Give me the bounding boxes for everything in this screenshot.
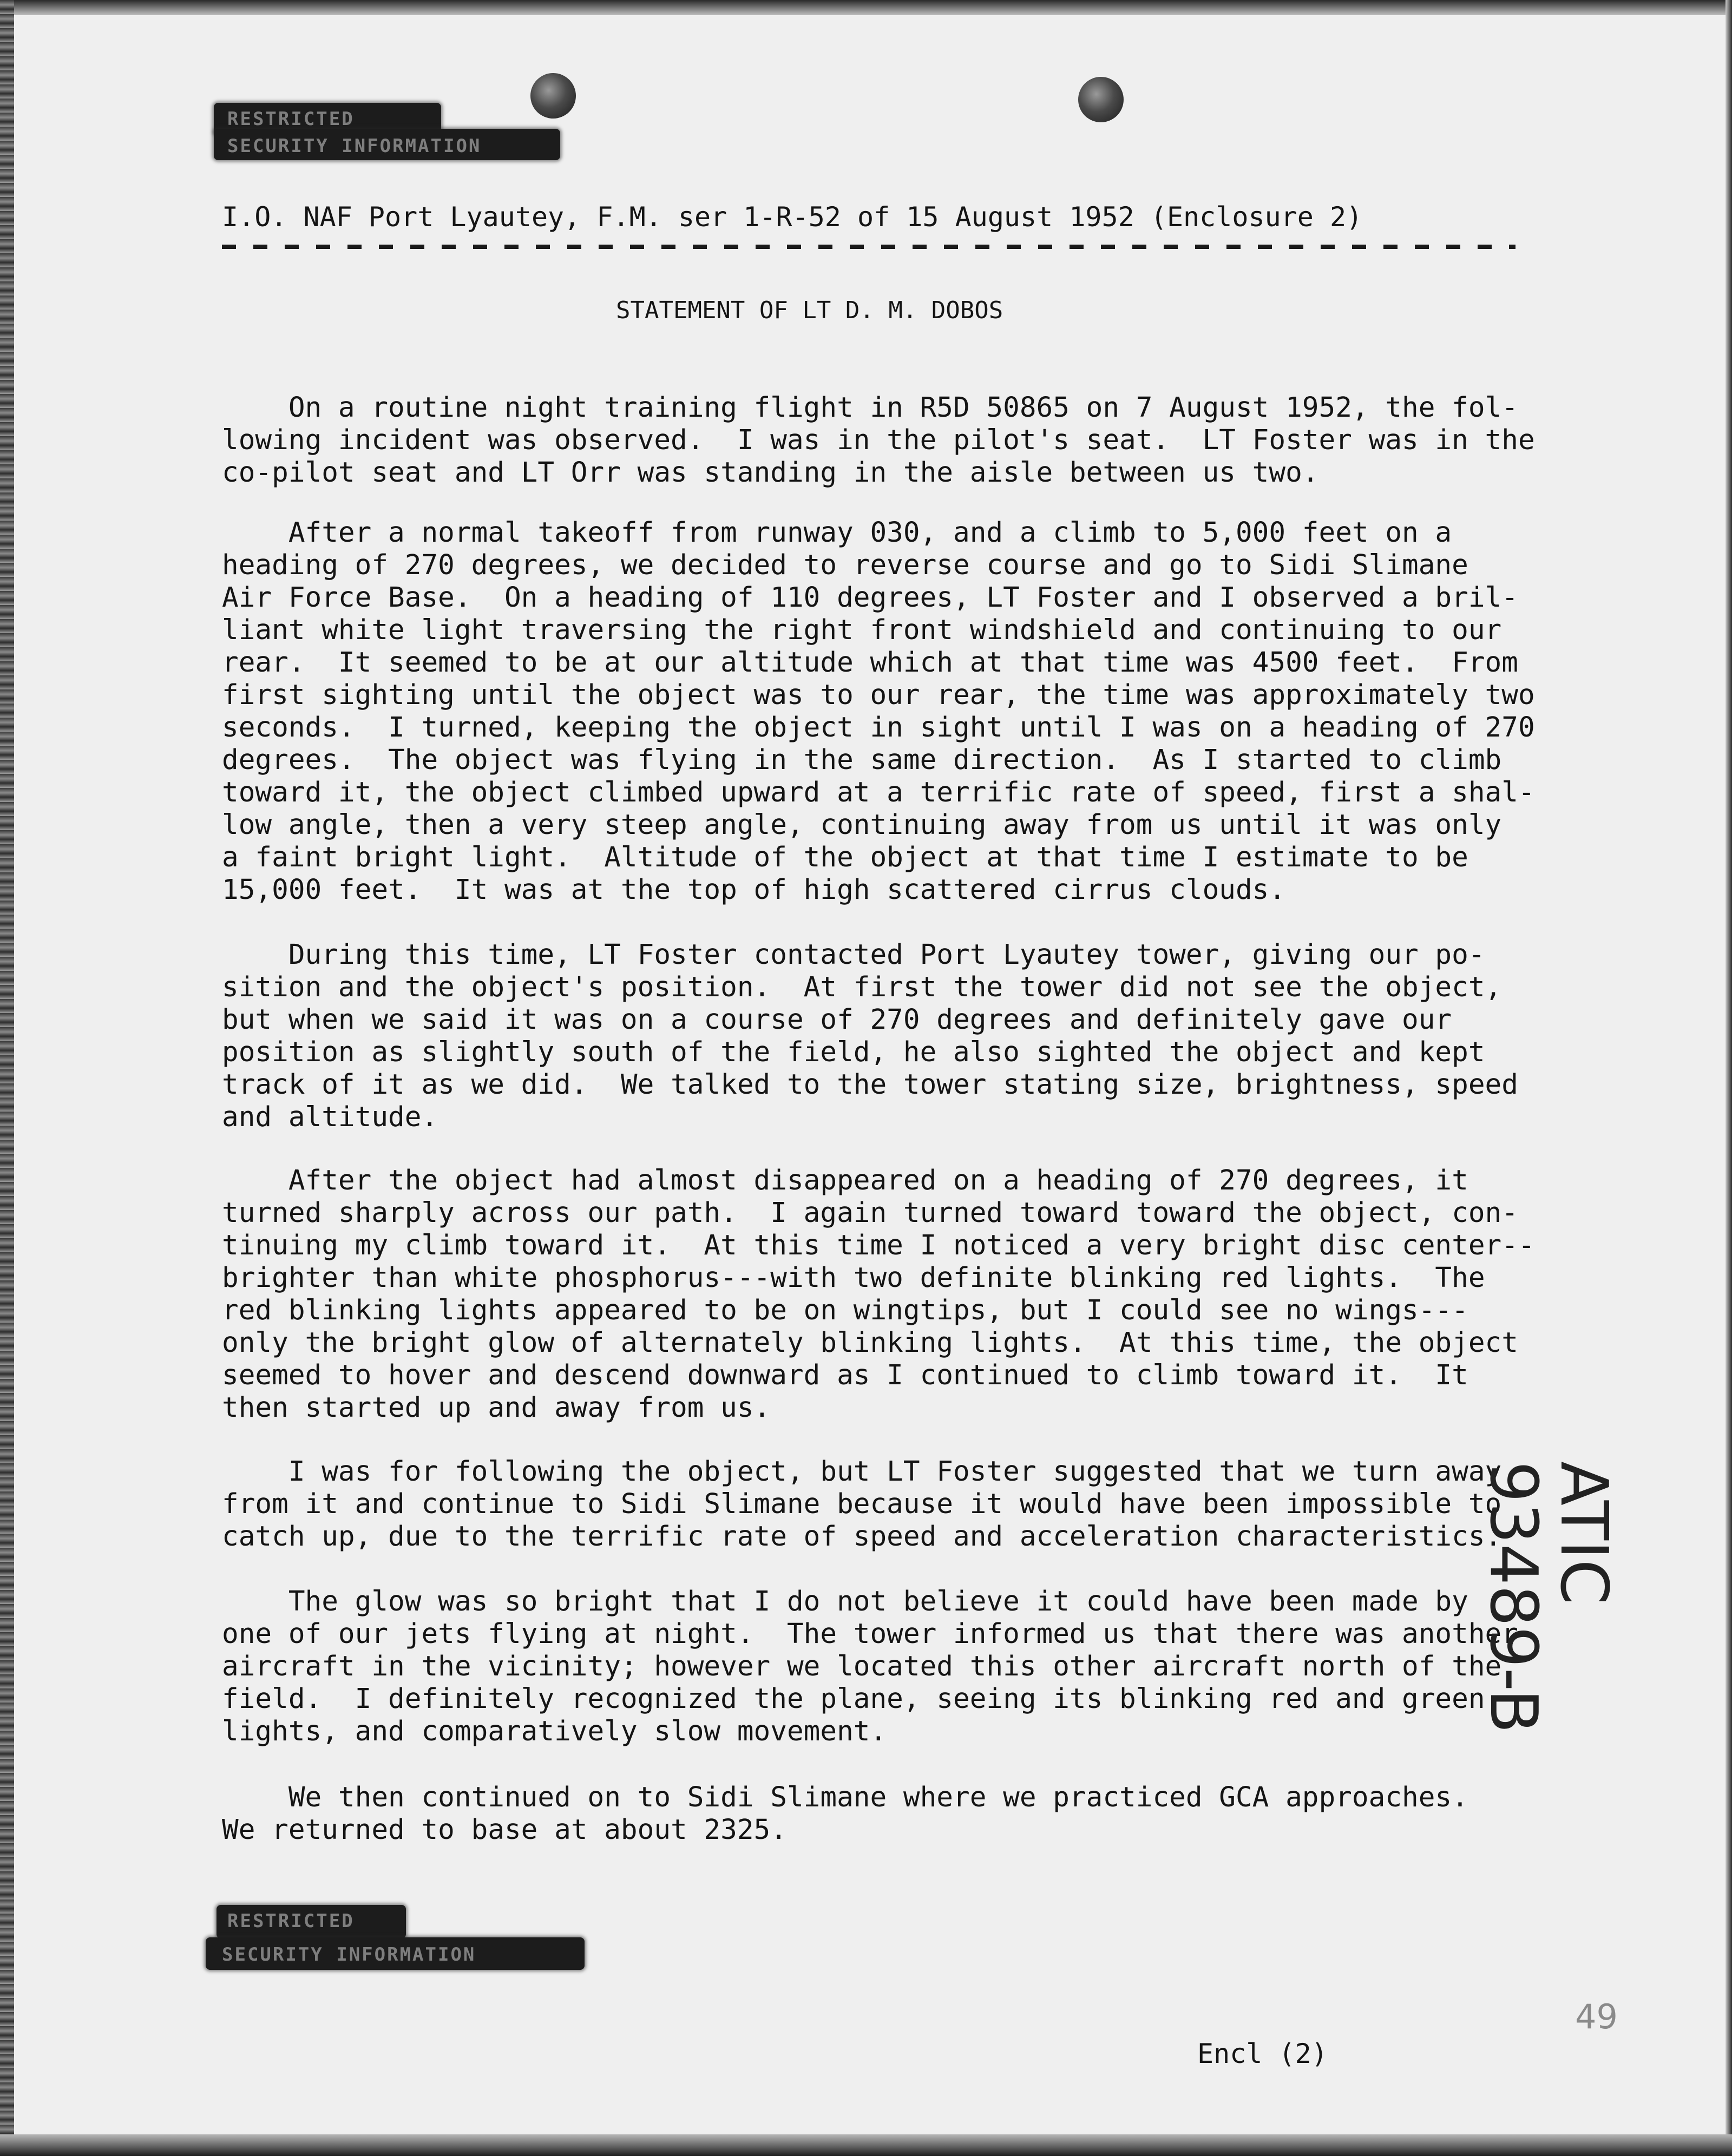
paragraph-1: On a routine night training flight in R5D 50865 on 7 August 1952, the fol- lowing incident was observed. I was in the pilot's seat. LT Foster was in the co-pilot seat and LT Orr was standing in the aisle between us two. xyxy=(222,392,1535,489)
scan-edge-bottom xyxy=(0,2134,1732,2156)
dashed-divider xyxy=(222,245,1516,249)
punch-hole-right xyxy=(1078,77,1124,122)
enclosure-reference-header: I.O. NAF Port Lyautey, F.M. ser 1-R-52 of 15 August 1952 (Enclosure 2) xyxy=(222,201,1363,233)
paragraph-5: I was for following the object, but LT Foster suggested that we turn away from it and continue to Sidi Slimane because it would have been impossible to catch up, due to the terrific rate of speed and acceleration characteristics. xyxy=(222,1456,1502,1553)
paragraph-2: After a normal takeoff from runway 030, and a climb to 5,000 feet on a heading of 270 degrees, we decided to reverse course and go to Sidi Slimane Air Force Base. On a heading of 110 degrees, LT Foster and I observed a bril- liant white light traversing the right front windshield and continuing to our rear. It seemed to be at our altitude which at that time was 4500 feet. From first sighting until the object was to our rear, the time was approximately two seconds. I turned, keeping the object in sight until I was on a heading of 270 degrees. The object was flying in the same direction. As I started to climb toward it, the object climbed upward at a terrific rate of speed, first a shal- low angle, then a very steep angle, continuing away from us until it was only a faint bright light. Altitude of the object at that time I estimate to be 15,000 feet. It was at the top of high scattered cirrus clouds. xyxy=(222,517,1535,906)
statement-title: STATEMENT OF LT D. M. DOBOS xyxy=(616,297,1003,324)
paragraph-3: During this time, LT Foster contacted Port Lyautey tower, giving our po- sition and the object's position. At first the tower did not see the object, but when we said it was on a course of 270 degrees and definitely gave our position as slightly south of the field, he also sighted the object and kept track of it as we did. We talked to the tower stating size, brightness, speed and altitude. xyxy=(222,939,1518,1133)
atic-number: 93489-B xyxy=(1475,1461,1551,1734)
atic-handwritten-reference xyxy=(1475,1461,1621,1743)
stamp-bottom-line-2: SECURITY INFORMATION xyxy=(222,1944,476,1966)
stamp-bottom-line-1: RESTRICTED xyxy=(227,1910,355,1932)
scan-edge-right xyxy=(1726,0,1732,2156)
stamp-top-line-2: SECURITY INFORMATION xyxy=(227,135,482,157)
page-number: 49 xyxy=(1575,1997,1618,2036)
scan-edge-left xyxy=(0,0,14,2156)
scan-edge-top xyxy=(0,0,1732,15)
enclosure-label: Encl (2) xyxy=(1197,2038,1328,2069)
atic-label: ATIC xyxy=(1546,1461,1621,1605)
punch-hole-left xyxy=(530,73,576,119)
paragraph-6: The glow was so bright that I do not believe it could have been made by one of our jets flying at night. The tower informed us that there was another aircraft in the vicinity; however we located this other aircraft north of the field. I definitely recognized the plane, seeing its blinking red and green lights, and comparatively slow movement. xyxy=(222,1586,1518,1747)
paragraph-7: We then continued on to Sidi Slimane where we practiced GCA approaches. We returned to base at about 2325. xyxy=(222,1782,1468,1846)
paragraph-4: After the object had almost disappeared on a heading of 270 degrees, it turned sharply across our path. I again turned toward toward the object, con- tinuing my climb toward it. At this time I noticed a very bright disc center-- brighter than white phosphorus---with two definite blinking red lights. The red blinking lights appeared to be on wingtips, but I could see no wings--- only the bright glow of alternately blinking lights. At this time, the object seemed to hover and descend downward as I continued to climb toward it. It then started up and away from us. xyxy=(222,1165,1535,1424)
stamp-top-line-1: RESTRICTED xyxy=(227,108,355,130)
